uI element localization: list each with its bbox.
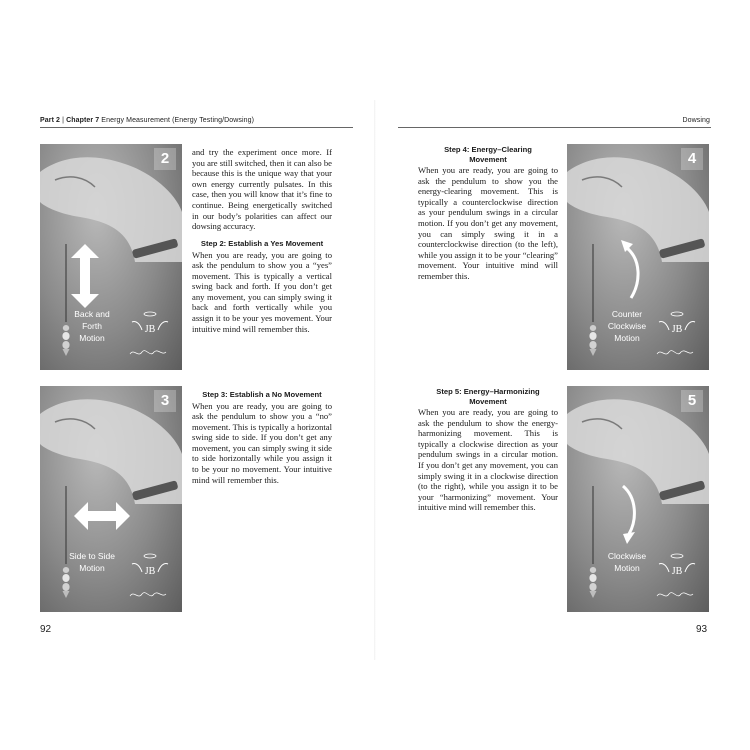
jb-logo-icon bbox=[655, 552, 699, 582]
heading-line: Step 4: Energy–Clearing bbox=[444, 145, 532, 154]
caption-line: Motion bbox=[79, 563, 105, 573]
chapter-title: Energy Measurement (Energy Testing/Dowsing) bbox=[99, 117, 255, 124]
step3-heading: Step 3: Establish a No Movement bbox=[202, 390, 322, 399]
left-intro-text bbox=[192, 147, 332, 232]
card-number-badge: 5 bbox=[681, 390, 703, 412]
heading-line: Movement bbox=[469, 154, 507, 164]
pendulum-photo-card-2 bbox=[40, 144, 182, 370]
jb-logo-icon bbox=[128, 310, 172, 340]
jb-logo-icon bbox=[128, 552, 172, 582]
paragraph: and try the experiment once more. If you are still switched, then it can also be because this is the unique way that your own energy currently pulsates. In this case, then you will know that it’s fine to continue. Being energetically switched in our body’s polarities can affect our dowsing accuracy. bbox=[192, 147, 332, 232]
part-label: Part 2 bbox=[40, 117, 61, 124]
signature-mark bbox=[128, 588, 168, 602]
header-rule-right bbox=[398, 127, 711, 128]
pendulum-icon bbox=[589, 486, 597, 598]
caption-line: Clockwise bbox=[607, 321, 647, 331]
card-number-badge: 2 bbox=[154, 148, 176, 170]
step5-section bbox=[418, 387, 558, 513]
signature-mark bbox=[655, 346, 695, 360]
page-number-left: 92 bbox=[40, 624, 52, 635]
pendulum-icon bbox=[62, 486, 70, 598]
step2-section bbox=[192, 239, 332, 334]
step2-heading: Step 2: Establish a Yes Movement bbox=[200, 239, 324, 248]
heading-line: Movement bbox=[469, 396, 507, 406]
caption-line: Motion bbox=[79, 333, 105, 343]
logo-text: JB bbox=[671, 324, 683, 335]
pendulum-photo-card-5 bbox=[567, 386, 709, 612]
card-number-badge: 4 bbox=[681, 148, 703, 170]
clockwise-arrow-icon bbox=[617, 482, 641, 546]
logo-text: JB bbox=[671, 566, 683, 577]
paragraph: When you are ready, you are going to ask the pendulum to show you the energy-clearing movement. This is typically a counterclockwise direction as your pendulum swings in a circular motion. If you don’t get any movement, you can simply swing it in a counterclockwise direction (to the left), while you assign it to be your “clearing” movement. Your intuitive mind will remember this. bbox=[418, 165, 558, 281]
step4-heading bbox=[418, 145, 558, 164]
caption-line: Motion bbox=[614, 563, 640, 573]
heading-line: Step 5: Energy–Harmonizing bbox=[436, 387, 540, 396]
chapter-label: Chapter 7 bbox=[66, 117, 100, 124]
paragraph: When you are ready, you are going to ask the pendulum to show you a “yes” movement. This is typically a vertical swing back and forth. If you don’t get any movement, you can simply swing it back and forth vertically while you assign it to be your yes movement. Your intuitive mind will remember this. bbox=[192, 249, 332, 334]
page-number-right: 93 bbox=[696, 624, 708, 635]
signature-mark bbox=[655, 588, 695, 602]
paragraph: When you are ready, you are going to ask the pendulum to show you a “no” movement. This is typically a horizontal swing side to side. If you don’t get any movement, you can simply swing it side to side horizontally while you assign it to be your no movement. Your intuitive mind will remember this. bbox=[192, 400, 332, 485]
header-rule-left bbox=[40, 127, 353, 128]
counterclockwise-arrow-icon bbox=[619, 238, 643, 302]
running-head-right: Dowsing bbox=[682, 117, 710, 124]
paragraph: When you are ready, you are going to ask the pendulum to show the energy-harmonizing movement. This is typically a clockwise direction as your pendulum swings in a circular motion. If you don’t get any movement, you can simply swing it in a clockwise direction (to the right), while you assign it to be your “harmonizing” movement. Your intuitive mind will remember this. bbox=[418, 407, 558, 513]
pendulum-photo-card-4 bbox=[567, 144, 709, 370]
caption-line: Motion bbox=[614, 333, 640, 343]
step4-section bbox=[418, 145, 558, 282]
book-gutter bbox=[374, 100, 376, 660]
running-head-left bbox=[40, 117, 254, 124]
caption-line: Side to Side bbox=[69, 551, 115, 561]
logo-text: JB bbox=[144, 324, 156, 335]
caption-line: Forth bbox=[82, 321, 102, 331]
caption-line: Back and bbox=[74, 309, 110, 319]
caption-line: Counter bbox=[611, 309, 643, 319]
card-number-badge: 3 bbox=[154, 390, 176, 412]
caption-line: Clockwise bbox=[607, 551, 647, 561]
logo-text: JB bbox=[144, 566, 156, 577]
vertical-double-arrow-icon bbox=[71, 244, 99, 308]
pendulum-photo-card-3 bbox=[40, 386, 182, 612]
horizontal-double-arrow-icon bbox=[74, 502, 130, 530]
header-separator: | bbox=[60, 117, 67, 124]
step5-heading bbox=[418, 387, 558, 406]
jb-logo-icon bbox=[655, 310, 699, 340]
step3-section bbox=[192, 390, 332, 485]
signature-mark bbox=[128, 346, 168, 360]
